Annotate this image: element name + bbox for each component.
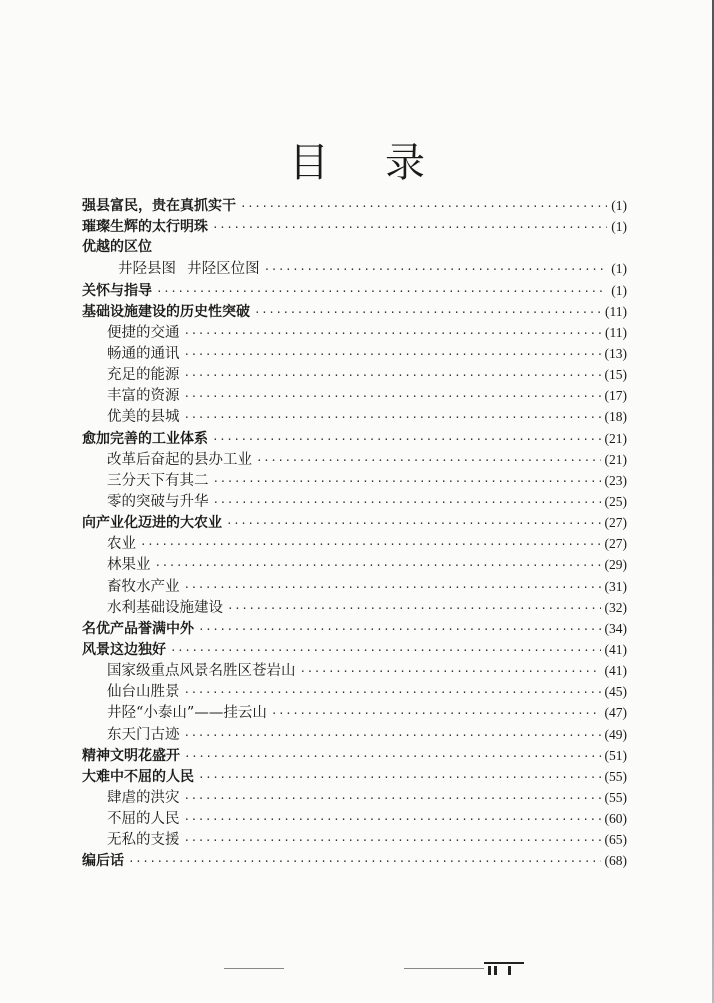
toc-entry xyxy=(82,745,627,766)
toc-leader-dots xyxy=(184,725,601,746)
toc-page-number: (18) xyxy=(604,409,627,425)
toc-leader-dots xyxy=(128,851,601,872)
toc-leader-dots xyxy=(213,471,601,492)
binding-mark xyxy=(484,962,524,976)
toc-entry-title: 三分天下有其二 xyxy=(107,472,209,489)
toc-entry-title: 水利基础设施建设 xyxy=(107,599,223,616)
toc-page-number: (13) xyxy=(604,345,627,361)
toc-leader-dots xyxy=(184,746,601,767)
toc-entry xyxy=(82,406,627,427)
toc-entry-title: 林果业 xyxy=(107,557,151,574)
toc-entry-title: 便捷的交通 xyxy=(107,324,180,341)
toc-page-number: (45) xyxy=(604,684,627,700)
toc-page-number: (15) xyxy=(604,367,627,383)
toc-leader-dots xyxy=(198,767,601,788)
toc-page-number: (1) xyxy=(611,198,627,213)
toc-entry-title: 优越的区位 xyxy=(82,239,152,256)
page-title: 目录 xyxy=(289,140,481,186)
toc-leader-dots xyxy=(240,196,607,217)
toc-entry xyxy=(82,491,627,512)
toc-entry-title: 大难中不屈的人民 xyxy=(82,768,194,785)
toc-leader-dots xyxy=(156,281,607,302)
toc-entry-title: 编后话 xyxy=(82,853,124,870)
toc-page-number: (17) xyxy=(604,388,627,404)
toc-entry-title: 强县富民，贵在真抓实干 xyxy=(82,198,236,214)
toc-page-number: (1) xyxy=(611,282,627,298)
toc-leader-dots xyxy=(271,703,601,724)
toc-page-number: (29) xyxy=(604,557,627,573)
toc-entry xyxy=(82,301,627,322)
toc-page-number: (31) xyxy=(604,578,627,594)
toc-entry xyxy=(82,428,627,449)
toc-page-number: (51) xyxy=(604,747,627,763)
toc-entry xyxy=(82,597,627,618)
toc-entry-title: 关怀与指导 xyxy=(82,282,152,299)
toc-leader-dots xyxy=(227,598,601,619)
toc-leader-dots xyxy=(198,619,601,640)
toc-page-number: (21) xyxy=(604,430,627,446)
toc-page-number: (34) xyxy=(604,620,627,636)
toc-page-number: (21) xyxy=(604,451,627,467)
toc-leader-dots xyxy=(184,788,601,809)
toc-leader-dots xyxy=(155,555,601,576)
toc-leader-dots xyxy=(184,577,601,598)
toc-entry-title: 名优产品誉满中外 xyxy=(82,620,194,637)
toc-leader-dots xyxy=(184,830,601,851)
toc-entry-title: 仙台山胜景 xyxy=(107,684,180,701)
toc-page-number: (41) xyxy=(604,641,627,657)
toc-entry-title: 无私的支援 xyxy=(107,832,180,849)
toc-leader-dots xyxy=(264,259,608,280)
toc-entry xyxy=(82,702,627,723)
toc-page-number: (68) xyxy=(604,853,627,869)
table-of-contents xyxy=(82,195,627,872)
toc-entry xyxy=(82,237,627,258)
toc-entry xyxy=(82,216,627,237)
toc-entry-title: 改革后奋起的县办工业 xyxy=(107,451,252,468)
toc-leader-dots xyxy=(184,323,602,344)
toc-entry-title: 优美的县城 xyxy=(107,409,180,426)
toc-leader-dots xyxy=(170,640,601,661)
toc-entry-title: 国家级重点风景名胜区苍岩山 xyxy=(107,663,296,680)
toc-entry-title: 愈加完善的工业体系 xyxy=(82,430,208,447)
scan-mark xyxy=(224,968,284,969)
toc-entry xyxy=(82,322,627,343)
toc-leader-dots xyxy=(212,217,607,238)
toc-leader-dots xyxy=(212,429,601,450)
toc-page-number: (25) xyxy=(604,493,627,509)
toc-entry xyxy=(82,618,627,639)
toc-page-number: (65) xyxy=(604,832,627,848)
toc-leader-dots xyxy=(184,682,601,703)
toc-leader-dots xyxy=(256,450,601,471)
toc-page-number: (55) xyxy=(604,789,627,805)
toc-entry xyxy=(82,829,627,850)
toc-entry xyxy=(82,808,627,829)
toc-page-number: (23) xyxy=(604,472,627,488)
toc-page-number: (60) xyxy=(604,811,627,827)
toc-entry xyxy=(82,195,627,216)
toc-page-number: (27) xyxy=(604,515,627,531)
toc-entry-title: 不屈的人民 xyxy=(107,811,180,828)
toc-leader-dots xyxy=(184,386,601,407)
toc-entry-title: 零的突破与升华 xyxy=(107,493,209,510)
toc-entry xyxy=(82,258,627,279)
toc-entry-title: 肆虐的洪灾 xyxy=(107,789,180,806)
toc-leader-dots xyxy=(140,534,601,555)
toc-entry-title: 丰富的资源 xyxy=(107,388,180,405)
toc-entry-title: 畜牧水产业 xyxy=(107,578,180,595)
toc-entry xyxy=(82,554,627,575)
toc-entry xyxy=(82,343,627,364)
toc-leader-dots xyxy=(213,492,601,513)
toc-entry-title: 向产业化迈进的大农业 xyxy=(82,515,222,532)
toc-entry xyxy=(82,639,627,660)
toc-page-number: (41) xyxy=(604,663,627,679)
toc-entry-title: 井陉“小泰山”——挂云山 xyxy=(107,705,267,722)
toc-page-number: (11) xyxy=(605,303,627,319)
toc-entry-title: 精神文明花盛开 xyxy=(82,747,180,764)
toc-entry-title: 充足的能源 xyxy=(107,367,180,384)
toc-page-number: (32) xyxy=(604,599,627,615)
toc-leader-dots xyxy=(300,661,601,682)
toc-entry xyxy=(82,681,627,702)
toc-entry xyxy=(82,364,627,385)
toc-entry-title: 井陉区位图 xyxy=(187,261,260,278)
toc-page-number: (55) xyxy=(604,768,627,784)
toc-leader-dots xyxy=(184,365,601,386)
toc-leader-dots xyxy=(184,407,601,428)
toc-page-number: (27) xyxy=(604,536,627,552)
toc-entry xyxy=(82,470,627,491)
toc-entry-title: 东天门古迹 xyxy=(107,726,180,743)
toc-entry-title: 畅通的通讯 xyxy=(107,345,180,362)
toc-entry-title: 璀璨生辉的太行明珠 xyxy=(82,219,208,236)
toc-entry xyxy=(82,449,627,470)
toc-page-number: (1) xyxy=(611,219,627,235)
toc-leader-dots xyxy=(226,513,601,534)
toc-entry xyxy=(82,533,627,554)
toc-leader-dots xyxy=(184,809,601,830)
toc-page-number: (49) xyxy=(604,726,627,742)
toc-entry xyxy=(82,576,627,597)
toc-entry-title: 基础设施建设的历史性突破 xyxy=(82,303,250,320)
scan-mark xyxy=(404,968,484,969)
toc-entry xyxy=(82,787,627,808)
toc-entry xyxy=(82,724,627,745)
toc-page-number: (11) xyxy=(605,324,627,340)
toc-entry-title: 农业 xyxy=(107,536,136,553)
toc-entry xyxy=(82,660,627,681)
toc-entry xyxy=(82,850,627,871)
toc-entry-title: 井陉县图 xyxy=(118,261,176,278)
toc-leader-dots xyxy=(184,344,601,365)
toc-entry-title: 风景这边独好 xyxy=(82,641,166,658)
toc-page-number: (1) xyxy=(611,261,627,277)
toc-entry xyxy=(82,385,627,406)
toc-entry xyxy=(82,512,627,533)
toc-entry xyxy=(82,280,627,301)
toc-page-number: (47) xyxy=(604,705,627,721)
toc-entry xyxy=(82,766,627,787)
toc-leader-dots xyxy=(254,302,601,323)
